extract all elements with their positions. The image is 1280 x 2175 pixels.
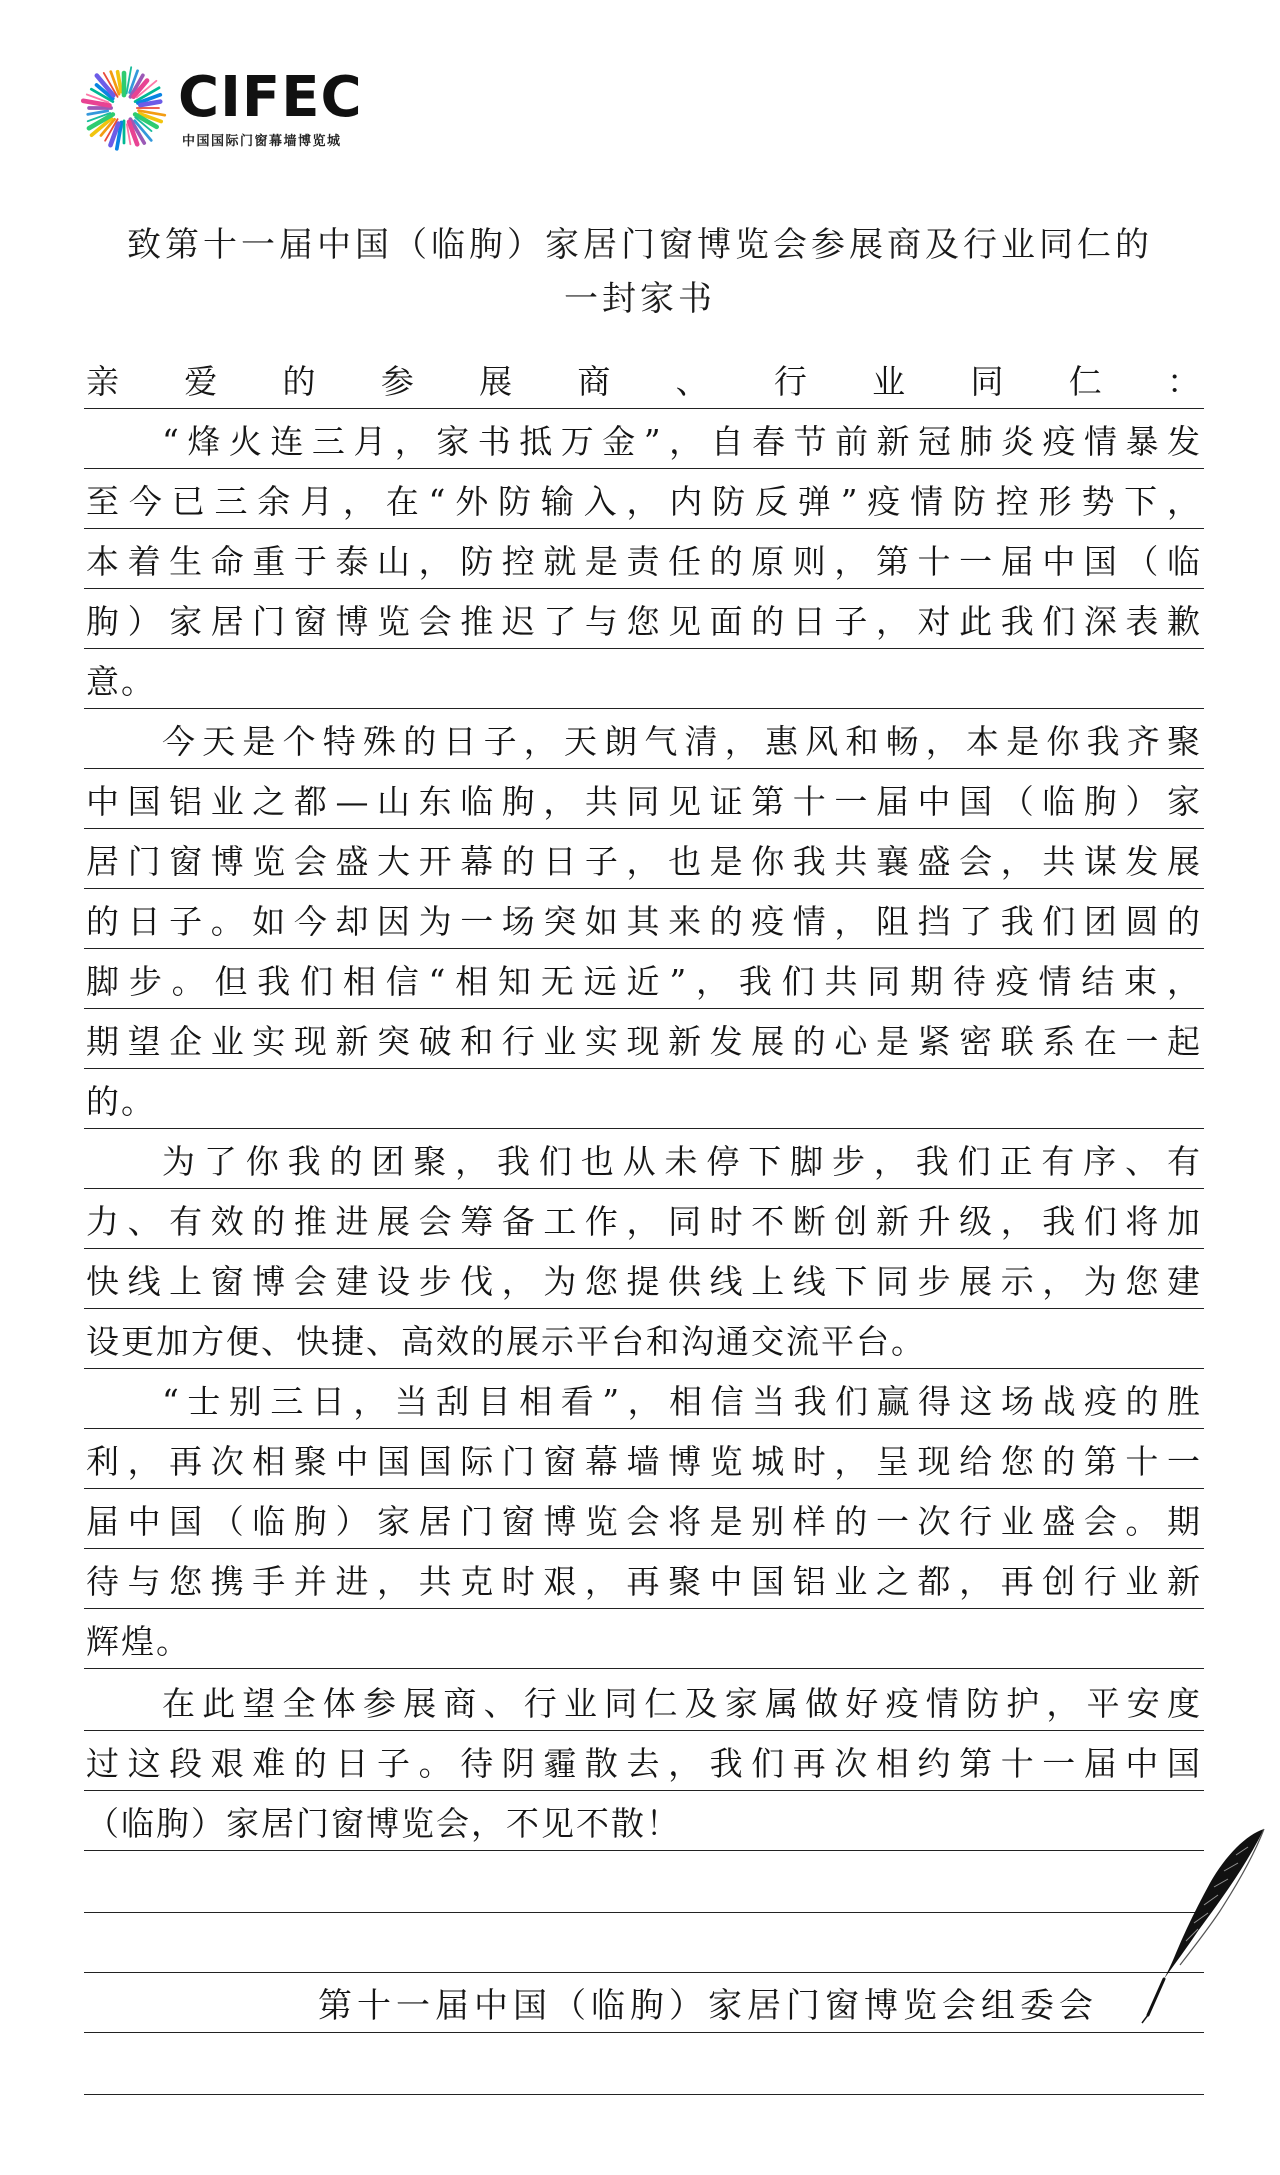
ruled-line — [84, 1008, 1204, 1009]
ruled-line — [84, 528, 1204, 529]
ruled-line — [84, 1548, 1204, 1549]
brand-subtitle: 中国国际门窗幕墙博览城 — [182, 134, 342, 149]
ruled-line — [84, 1972, 1204, 1973]
ruled-line — [84, 468, 1204, 469]
ruled-line — [84, 948, 1204, 949]
text-line: “士别三日，当刮目相看”，相信当我们赢得这场战疫的胜 — [162, 1382, 1202, 1421]
text-line: 利，再次相聚中国国际门窗幕墙博览城时，呈现给您的第十一 — [86, 1442, 1202, 1481]
text-line: 意。 — [86, 662, 156, 701]
text-line: 过这段艰难的日子。待阴霾散去，我们再次相约第十一届中国 — [86, 1744, 1202, 1783]
letter-title-line-1: 致第十一届中国（临朐）家居门窗博览会参展商及行业同仁的 — [127, 225, 1153, 265]
ruled-line — [84, 1188, 1204, 1189]
ruled-line — [84, 1912, 1204, 1913]
text-line: 本着生命重于泰山，防控就是责任的原则，第十一届中国（临 — [86, 542, 1202, 581]
ruled-line — [84, 708, 1204, 709]
ruled-line — [84, 1128, 1204, 1129]
cifec-burst-logo-icon — [78, 62, 170, 154]
text-line: 居门窗博览会盛大开幕的日子，也是你我共襄盛会，共谋发展 — [86, 842, 1202, 881]
text-line: 的。 — [86, 1082, 156, 1121]
text-line: 待与您携手并进，共克时艰，再聚中国铝业之都，再创行业新 — [86, 1562, 1202, 1601]
brand-name: CIFEC — [178, 65, 363, 130]
ruled-line — [84, 1248, 1204, 1249]
text-line: 为了你我的团聚，我们也从未停下脚步，我们正有序、有 — [162, 1142, 1202, 1181]
ruled-line — [84, 1488, 1204, 1489]
text-line: 快线上窗博会建设步伐，为您提供线上线下同步展示，为您建 — [86, 1262, 1202, 1301]
text-line: （临朐）家居门窗博览会，不见不散！ — [86, 1804, 681, 1843]
ruled-line — [84, 588, 1204, 589]
text-line: 设更加方便、快捷、高效的展示平台和沟通交流平台。 — [86, 1322, 926, 1361]
brand-header — [78, 62, 438, 158]
text-line: 中国铝业之都—山东临朐，共同见证第十一届中国（临朐）家 — [86, 782, 1202, 821]
ruled-line — [84, 888, 1204, 889]
ruled-line — [84, 1850, 1204, 1851]
ruled-line — [84, 2032, 1204, 2033]
ruled-line — [84, 648, 1204, 649]
ruled-line — [84, 1368, 1204, 1369]
ruled-line — [84, 1308, 1204, 1309]
salutation-line: 亲爱的参展商、行业同仁： — [86, 362, 1202, 401]
text-line: 在此望全体参展商、行业同仁及家属做好疫情防护，平安度 — [162, 1684, 1202, 1723]
ruled-line — [84, 1790, 1204, 1791]
text-line: 力、有效的推进展会筹备工作，同时不断创新升级，我们将加 — [86, 1202, 1202, 1241]
ruled-line — [84, 1608, 1204, 1609]
text-line: 脚步。但我们相信“相知无远近”，我们共同期待疫情结束， — [86, 962, 1202, 1001]
text-line: 期望企业实现新突破和行业实现新发展的心是紧密联系在一起 — [86, 1022, 1202, 1061]
ruled-line — [84, 1730, 1204, 1731]
text-line: 届中国（临朐）家居门窗博览会将是别样的一次行业盛会。期 — [86, 1502, 1202, 1541]
text-line: 至今已三余月，在“外防输入，内防反弹”疫情防控形势下， — [86, 482, 1202, 521]
text-line: 朐）家居门窗博览会推迟了与您见面的日子，对此我们深表歉 — [86, 602, 1202, 641]
ruled-line — [84, 2094, 1204, 2095]
text-line: 今天是个特殊的日子，天朗气清，惠风和畅，本是你我齐聚 — [162, 722, 1202, 761]
text-line: “烽火连三月，家书抵万金”，自春节前新冠肺炎疫情暴发 — [162, 422, 1202, 461]
ruled-line — [84, 768, 1204, 769]
ruled-line — [84, 1068, 1204, 1069]
text-line: 的日子。如今却因为一场突如其来的疫情，阻挡了我们团圆的 — [86, 902, 1202, 941]
ruled-line — [84, 828, 1204, 829]
ruled-line — [84, 408, 1204, 409]
ruled-line — [84, 1428, 1204, 1429]
signature: 第十一届中国（临朐）家居门窗博览会组委会 — [318, 1986, 1098, 2026]
text-line: 辉煌。 — [86, 1622, 191, 1661]
letter-title-line-2: 一封家书 — [564, 279, 716, 319]
ruled-line — [84, 1668, 1204, 1669]
quill-pen-icon — [1128, 1825, 1268, 2025]
